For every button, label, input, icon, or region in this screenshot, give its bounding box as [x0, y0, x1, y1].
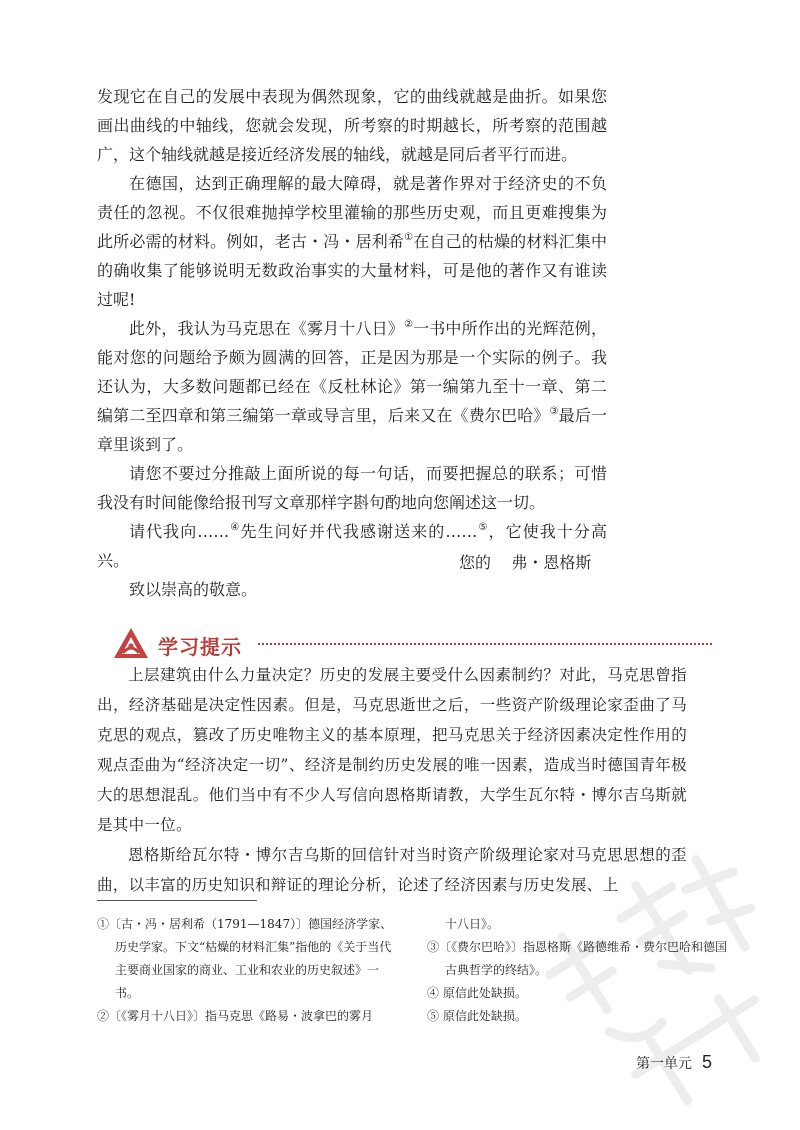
text-run: 先生问好并代我感谢送来的…… [240, 522, 478, 541]
letter-paragraph [97, 169, 607, 314]
letter-signature: 您的 弗・恩格斯 [459, 553, 592, 572]
footnote-ref: ② [403, 319, 414, 330]
page-number: 5 [702, 1052, 713, 1072]
footnote-item: ②〔《雾月十八日》〕指马克思《路易・波拿巴的雾月 [97, 1009, 374, 1023]
footnote-continuation: 十八日》。 [445, 917, 500, 931]
footnote-ref: ④ [229, 522, 241, 533]
footnote-item: ③〔《费尔巴哈》〕指恩格斯《路德维希・费尔巴哈和德国古典哲学的终结》。 [427, 940, 728, 977]
text-run: 在德国，达到正确理解的最大障碍，就是著作界对于经济史的不负责任的忽视。不仅很难抛掉学校里灌输的那些历史观，而且更难搜集为此所必需的材料。例如，老古・冯・居利希 [97, 174, 607, 251]
footnotes-right-column [427, 913, 727, 1028]
footnote-item: ①〔古・冯・居利希（1791—1847）〕德国经济学家、历史学家。下文“枯燥的材料汇集”指他的《关于当代主要商业国家的商业、工业和农业的历史叙述》一书。 [97, 917, 393, 1000]
footnote-ref: ③ [549, 406, 559, 417]
letter-body [97, 82, 607, 604]
footnote-item: ④ 原信此处缺损。 [427, 986, 527, 1000]
footnote-item: ⑤ 原信此处缺损。 [427, 1009, 527, 1023]
footnote-divider [97, 900, 257, 901]
study-tip-header [112, 626, 712, 662]
letter-paragraph [97, 314, 607, 459]
letter-paragraph: 请您不要过分推敲上面所说的每一句话，而要把握总的联系；可惜我没有时间能像给报刊写文章那样字斟句酌地向您阐述这一切。 [97, 464, 607, 512]
text-run: 此外，我认为马克思在《雾月十八日》 [129, 319, 404, 338]
text-run: 最后一章里谈到了。 [97, 406, 607, 454]
study-tip-title: 学习提示 [158, 635, 242, 659]
footnotes-left-column [97, 913, 397, 1028]
unit-label: 第一单元 [636, 1056, 692, 1072]
footnote-ref: ① [404, 232, 414, 243]
text-run: 一书中所作出的光辉范例，能对您的问题给予颇为圆满的回答，正是因为那是一个实际的例子。我还认为，大多数问题都已经在《反杜林论》第一编第九至十一章、第二编第二至四章和第三编第一章或导言里，后来又在《费尔巴哈》 [97, 319, 607, 425]
study-tip-paragraph: 上层建筑由什么力量决定？历史的发展主要受什么因素制约？对此，马克思曾指出，经济基础是决定性因素。但是，马克思逝世之后，一些资产阶级理论家歪曲了马克思的观点，篡改了历史唯物主义的基本原理，把马克思关于经济因素决定性作用的观点歪曲为“经济决定一切”、经济是制约历史发展的唯一因素，造成当时德国青年极大的思想混乱。他们当中有不少人写信向恩格斯请教，大学生瓦尔特・博尔吉乌斯就是其中一位。 [97, 666, 687, 834]
study-tip-body [97, 660, 687, 900]
letter-paragraph: 发现它在自己的发展中表现为偶然现象，它的曲线就越是曲折。如果您画出曲线的中轴线，您就会发现，所考察的时期越长，所考察的范围越广，这个轴线就越是接近经济发展的轴线，就越是同后者平行而进。 [97, 87, 607, 164]
text-run: ，它使我十分高兴。 [97, 522, 607, 570]
footnote-ref: ⑤ [477, 522, 489, 533]
letter-closing: 致以崇高的敬意。 [129, 580, 258, 599]
text-run: 请代我向…… [129, 522, 230, 541]
study-tip-paragraph: 恩格斯给瓦尔特・博尔吉乌斯的回信针对当时资产阶级理论家对马克思思想的歪曲，以丰富的历史知识和辩证的理论分析，论述了经济因素与历史发展、上 [97, 846, 687, 894]
study-tip-logo-icon [112, 626, 150, 660]
text-run: 在自己的枯燥的材料汇集中的确收集了能够说明无数政治事实的大量材料，可是他的著作又有谁读过呢! [97, 232, 607, 309]
dotted-divider [258, 643, 712, 645]
